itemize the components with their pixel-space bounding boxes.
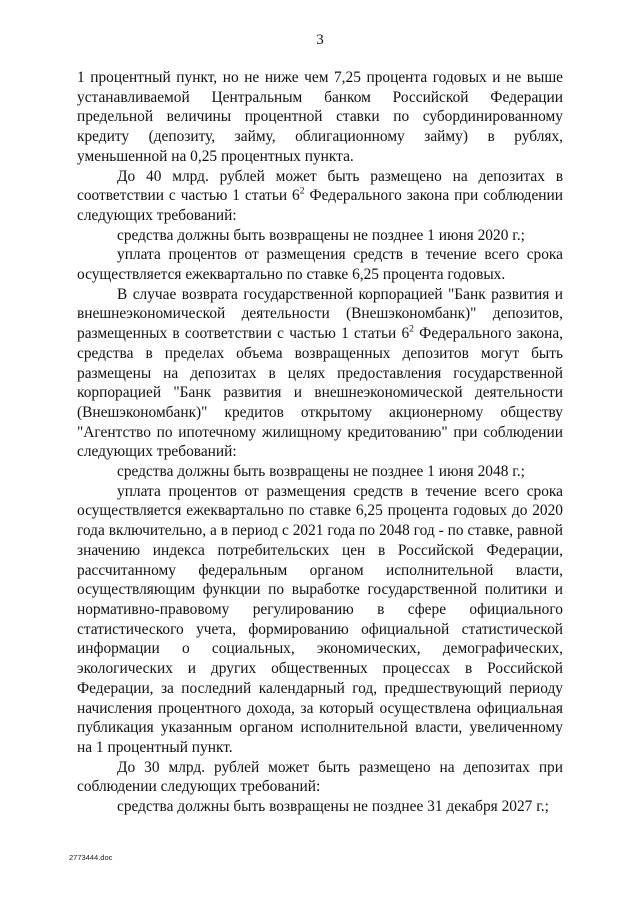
requirement-return-2048: средства должны быть возвращены не позднее 1 июня 2048 г.; [117,463,525,481]
paragraph-continuation: 1 процентный пункт, но не ниже чем 7,25 процента годовых и не выше устанавливаемой Центральным банком Российской Федерации предельной величины процентной ставки по субординированному кредиту (депозиту, займу, облигационному займу) в рублях, уменьшенной на 0,25 процентных пункта. [77,69,563,165]
requirement-return-2020: средства должны быть возвращены не позднее 1 июня 2020 г.; [117,226,525,244]
paragraph-40-billion: До 40 млрд. рублей может быть размещено на депозитах в соответствии с частью 1 статьи $6^2$ Федерального закона при соблюдении следующих требований: [77,167,563,224]
requirement-interest-quarterly: уплата процентов от размещения средств в течение всего срока осуществляется ежеквартально по ставке 6,25 процента годовых. [77,246,563,284]
document-body [77,68,563,817]
requirement-return-2027: средства должны быть возвращены не позднее 31 декабря 2027 г.; [117,798,549,816]
page-number: 3 [316,32,324,48]
requirement-interest-cpi: уплата процентов от размещения средств в течение всего срока осуществляется ежеквартально по ставке 6,25 процента годовых до 2020 года включительно, а в период с 2021 года по 2048 год - по ставке, равной значению индекса потребительских цен в Российской Федерации, рассчитанному федеральным органом исполнительной власти, осуществляющим функции по выработке государственной политики и нормативно-правовому регулированию в сфере официального статистического учета, формированию официальной статистической информации о социальных, экономических, демографических, экологических и других общественных процессах в Российской Федерации, за последний календарный год, предшествующий периоду начисления процентного дохода, за который осуществлена официальная публикация указанным органом исполнительной власти, увеличенному на 1 процентный пункт. [77,482,563,756]
document-file-id: 2773444.doc [69,853,113,862]
paragraph-deposit-return: В случае возврата государственной корпорацией "Банк развития и внешнеэкономической деятельности (Внешэкономбанк)" депозитов, размещенных в соответствии с частью 1 статьи $6^2$ Федерального закона, средства в пределах объема возвращенных депозитов могут быть размещены на депозитах в целях предоставления государственной корпорацией "Банк развития и внешнеэкономической деятельности (Внешэкономбанк)" кредитов открытому акционерному обществу "Агентство по ипотечному жилищному кредитованию" при соблюдении следующих требований: [77,285,564,461]
paragraph-30-billion: До 30 млрд. рублей может быть размещено на депозитах при соблюдении следующих требований: [77,758,563,796]
